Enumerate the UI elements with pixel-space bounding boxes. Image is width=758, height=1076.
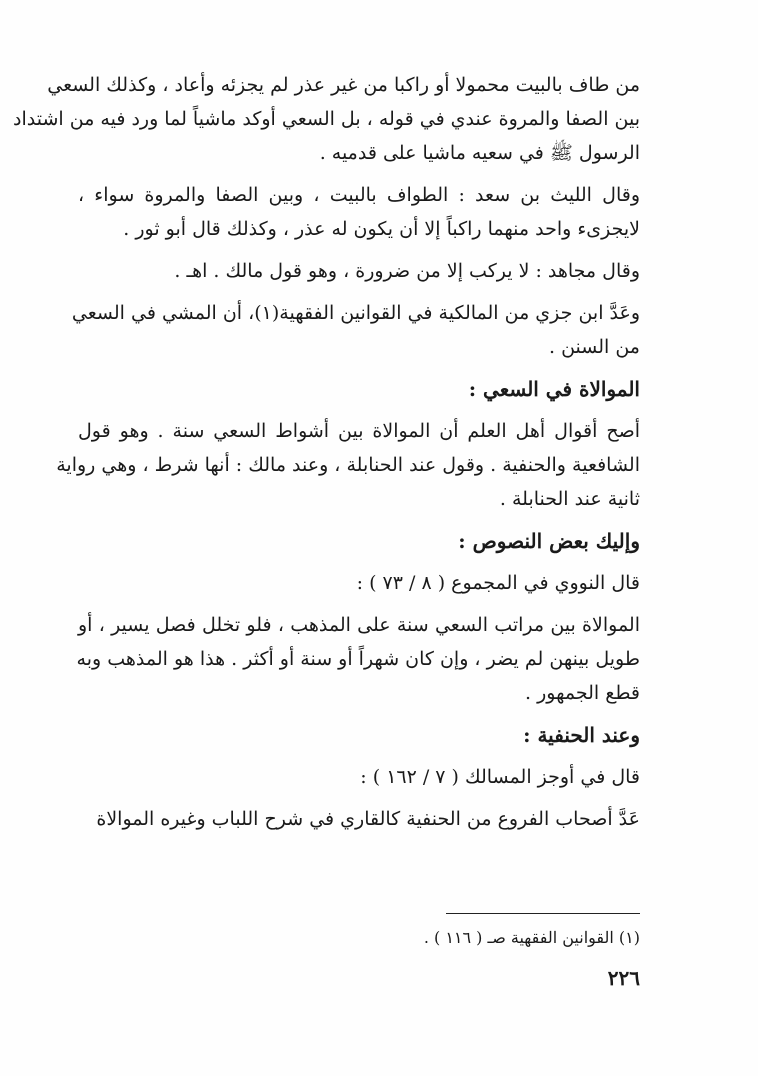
paragraph-hanafi-quote bbox=[78, 802, 640, 836]
paragraph-ibn-juzay bbox=[71, 296, 640, 364]
text-line: وقال مجاهد : لا يركب إلا من ضرورة ، وهو قول مالك . اهـ . bbox=[174, 260, 640, 282]
text-line: وقال الليث بن سعد : الطواف بالبيت ، وبين الصفا والمروة سواء ، bbox=[78, 184, 640, 206]
section-heading-muwalat: الموالاة في السعي : bbox=[468, 377, 640, 401]
text-line: من السنن . bbox=[549, 336, 640, 358]
section-heading-hanafiyya: وعند الحنفية : bbox=[523, 723, 640, 747]
text-line: أصح أقوال أهل العلم أن الموالاة بين أشواط السعي سنة . وهو قول bbox=[78, 420, 640, 442]
text-line: من طاف بالبيت محمولا أو راكبا من غير عذر لم يجزئه وأعاد ، وكذلك السعي bbox=[47, 74, 640, 96]
text-line: وعَدَّ ابن جزي من المالكية في القوانين الفقهية(١)، أن المشي في السعي bbox=[71, 302, 640, 324]
section-heading-texts: وإليك بعض النصوص : bbox=[458, 529, 640, 553]
text-line: قال في أوجز المسالك ( ٧ / ١٦٢ ) : bbox=[360, 766, 640, 788]
paragraph-nawawi-citation bbox=[78, 566, 640, 600]
text-line: الرسول ﷺ في سعيه ماشيا على قدميه . bbox=[319, 142, 640, 164]
text-line: بين الصفا والمروة عندي في قوله ، بل السعي أوكد ماشياً لما ورد فيه من اشتداد bbox=[13, 108, 640, 130]
paragraph-nawawi-quote bbox=[78, 608, 640, 710]
paragraph-awjaz-citation bbox=[78, 760, 640, 794]
paragraph-layth-ibn-saad bbox=[78, 178, 640, 246]
paragraph-tawaf-riding bbox=[13, 68, 640, 170]
text-line: ثانية عند الحنابلة . bbox=[499, 488, 640, 510]
text-line: لايجزىء واحد منهما راكباً إلا أن يكون له عذر ، وكذلك قال أبو ثور . bbox=[123, 218, 640, 240]
paragraph-mujahid bbox=[78, 254, 640, 288]
text-line: طويل بينهن لم يضر ، وإن كان شهراً أو سنة أو أكثر . هذا هو المذهب وبه bbox=[76, 648, 640, 670]
text-line: قال النووي في المجموع ( ٨ / ٧٣ ) : bbox=[356, 572, 640, 594]
footnote: (١) القوانين الفقهية صـ ( ١١٦ ) . bbox=[423, 928, 640, 947]
page-body bbox=[13, 68, 640, 844]
text-line: قطع الجمهور . bbox=[525, 682, 640, 704]
text-line: الموالاة بين مراتب السعي سنة على المذهب ، فلو تخلل فصل يسير ، أو bbox=[78, 614, 640, 636]
footnote-divider bbox=[446, 913, 640, 914]
text-line: عَدَّ أصحاب الفروع من الحنفية كالقاري في شرح اللباب وغيره الموالاة bbox=[96, 808, 640, 830]
page-number: ٢٢٦ bbox=[607, 966, 640, 990]
text-line: الشافعية والحنفية . وقول عند الحنابلة ، وعند مالك : أنها شرط ، وهي رواية bbox=[56, 454, 640, 476]
paragraph-muwalat-opinions bbox=[56, 414, 640, 516]
